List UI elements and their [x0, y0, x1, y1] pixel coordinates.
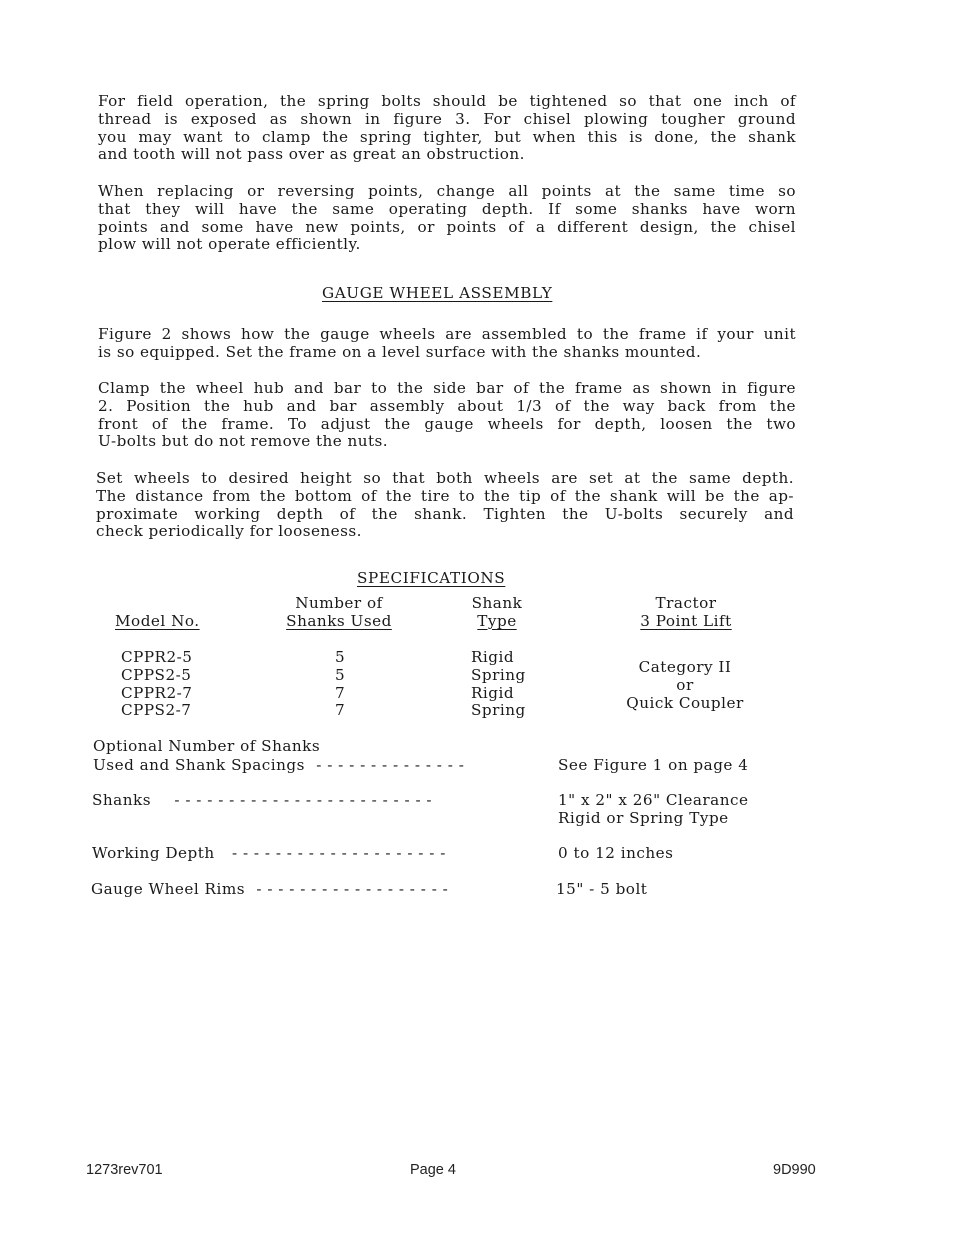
header-tractor-lift [628, 595, 744, 631]
footer-doc-number: 1273rev701 [86, 1162, 163, 1178]
header-type: Type [477, 611, 517, 630]
spec-leader: - - - - - - - - - - - - - - - - - - - - - - - - [174, 791, 433, 809]
text-line: points and some have new points, or points of a different design, the chisel [98, 217, 796, 236]
spec-label: Working Depth [92, 844, 215, 862]
lift-cell: Quick Coupler [626, 693, 744, 712]
model-cell: CPPR2-7 [121, 683, 193, 702]
paragraph-clamp-hub [98, 380, 796, 451]
text-line: and tooth will not pass over as great an obstruction. [98, 145, 525, 164]
paragraph-replacing-points [98, 183, 796, 254]
column-shank-counts [335, 649, 345, 720]
spec-item-shank-spacings [93, 757, 464, 775]
spec-label: Used and Shank Spacings [93, 756, 305, 774]
spec-item-working-depth [92, 845, 446, 863]
paragraph-spring-bolts [98, 93, 796, 164]
footer-part-number: 9D990 [773, 1162, 816, 1178]
lift-cell: or [676, 675, 694, 694]
shank-count-cell: 7 [335, 701, 346, 720]
section-heading-gauge-wheel: GAUGE WHEEL ASSEMBLY [322, 284, 553, 302]
spec-leader: - - - - - - - - - - - - - - [316, 756, 465, 774]
spec-item-label-line1: Optional Number of Shanks [93, 737, 321, 755]
shank-count-cell: 7 [335, 683, 346, 702]
text-line: plow will not operate efficiently. [98, 235, 361, 254]
text-line: you may want to clamp the spring tighter, but when this is done, the shank [98, 127, 796, 146]
text-line: The distance from the bottom of the tire to the tip of the shank will be the ap- [96, 486, 794, 505]
header-number-of: Number of [295, 594, 383, 612]
shank-count-cell: 5 [335, 665, 346, 684]
spec-value: See Figure 1 on page 4 [558, 756, 749, 774]
spec-label: Gauge Wheel Rims [91, 880, 246, 898]
spec-item-shanks [92, 792, 432, 810]
header-shank: Shank [471, 594, 523, 612]
spec-value: 15" - 5 bolt [556, 880, 648, 898]
spec-label: Shanks [92, 791, 152, 809]
text-line: check periodically for looseness. [96, 522, 362, 541]
spec-value [558, 792, 749, 828]
text-line: For field operation, the spring bolts should be tightened so that one inch of [98, 92, 796, 110]
text-line: front of the frame. To adjust the gauge wheels for depth, loosen the two [98, 414, 796, 433]
model-cell: CPPS2-5 [121, 665, 192, 684]
paragraph-figure-2 [98, 326, 796, 362]
text-line: is so equipped. Set the frame on a level surface with the shanks mounted. [98, 342, 702, 361]
spec-value-line: Rigid or Spring Type [558, 808, 729, 827]
text-line: Set wheels to desired height so that both wheels are set at the same depth. [96, 469, 794, 487]
spec-leader: - - - - - - - - - - - - - - - - - - [256, 880, 449, 898]
text-line: U-bolts but do not remove the nuts. [98, 432, 389, 451]
text-line: When replacing or reversing points, change all points at the same time so [98, 182, 796, 200]
spec-value-line: 1" x 2" x 26" Clearance [558, 791, 749, 809]
section-heading-specifications: SPECIFICATIONS [357, 569, 506, 587]
text-line: that they will have the same operating depth. If some shanks have worn [98, 199, 796, 218]
paragraph-set-wheels [96, 470, 794, 541]
header-3-point-lift: 3 Point Lift [640, 611, 732, 630]
shank-type-cell: Spring [471, 665, 526, 684]
column-models [121, 649, 192, 720]
header-model-no: Model No. [115, 612, 200, 630]
column-shank-types [471, 649, 526, 720]
shank-count-cell: 5 [335, 648, 346, 666]
text-line: proximate working depth of the shank. Tighten the U-bolts securely and [96, 504, 794, 523]
shank-type-cell: Rigid [471, 683, 515, 702]
model-cell: CPPS2-7 [121, 701, 192, 720]
spec-leader: - - - - - - - - - - - - - - - - - - - - [231, 844, 446, 862]
shank-type-cell: Spring [471, 701, 526, 720]
text-line: Figure 2 shows how the gauge wheels are assembled to the frame if your unit [98, 325, 796, 343]
model-cell: CPPR2-5 [121, 648, 193, 666]
column-tractor-lift [610, 659, 760, 712]
text-line: Clamp the wheel hub and bar to the side bar of the frame as shown in figure [98, 379, 796, 397]
lift-cell: Category II [638, 658, 732, 676]
text-line: 2. Position the hub and bar assembly about 1/3 of the way back from the [98, 396, 796, 415]
header-shank-type [466, 595, 528, 631]
spec-item-gauge-wheel-rims [91, 881, 448, 899]
spec-value: 0 to 12 inches [558, 844, 674, 862]
text-line: thread is exposed as shown in figure 3. For chisel plowing tougher ground [98, 109, 796, 128]
shank-type-cell: Rigid [471, 648, 515, 666]
header-number-of-shanks [282, 595, 396, 631]
header-tractor: Tractor [655, 594, 717, 612]
footer-page-number: Page 4 [410, 1162, 456, 1178]
header-shanks-used: Shanks Used [286, 611, 392, 630]
